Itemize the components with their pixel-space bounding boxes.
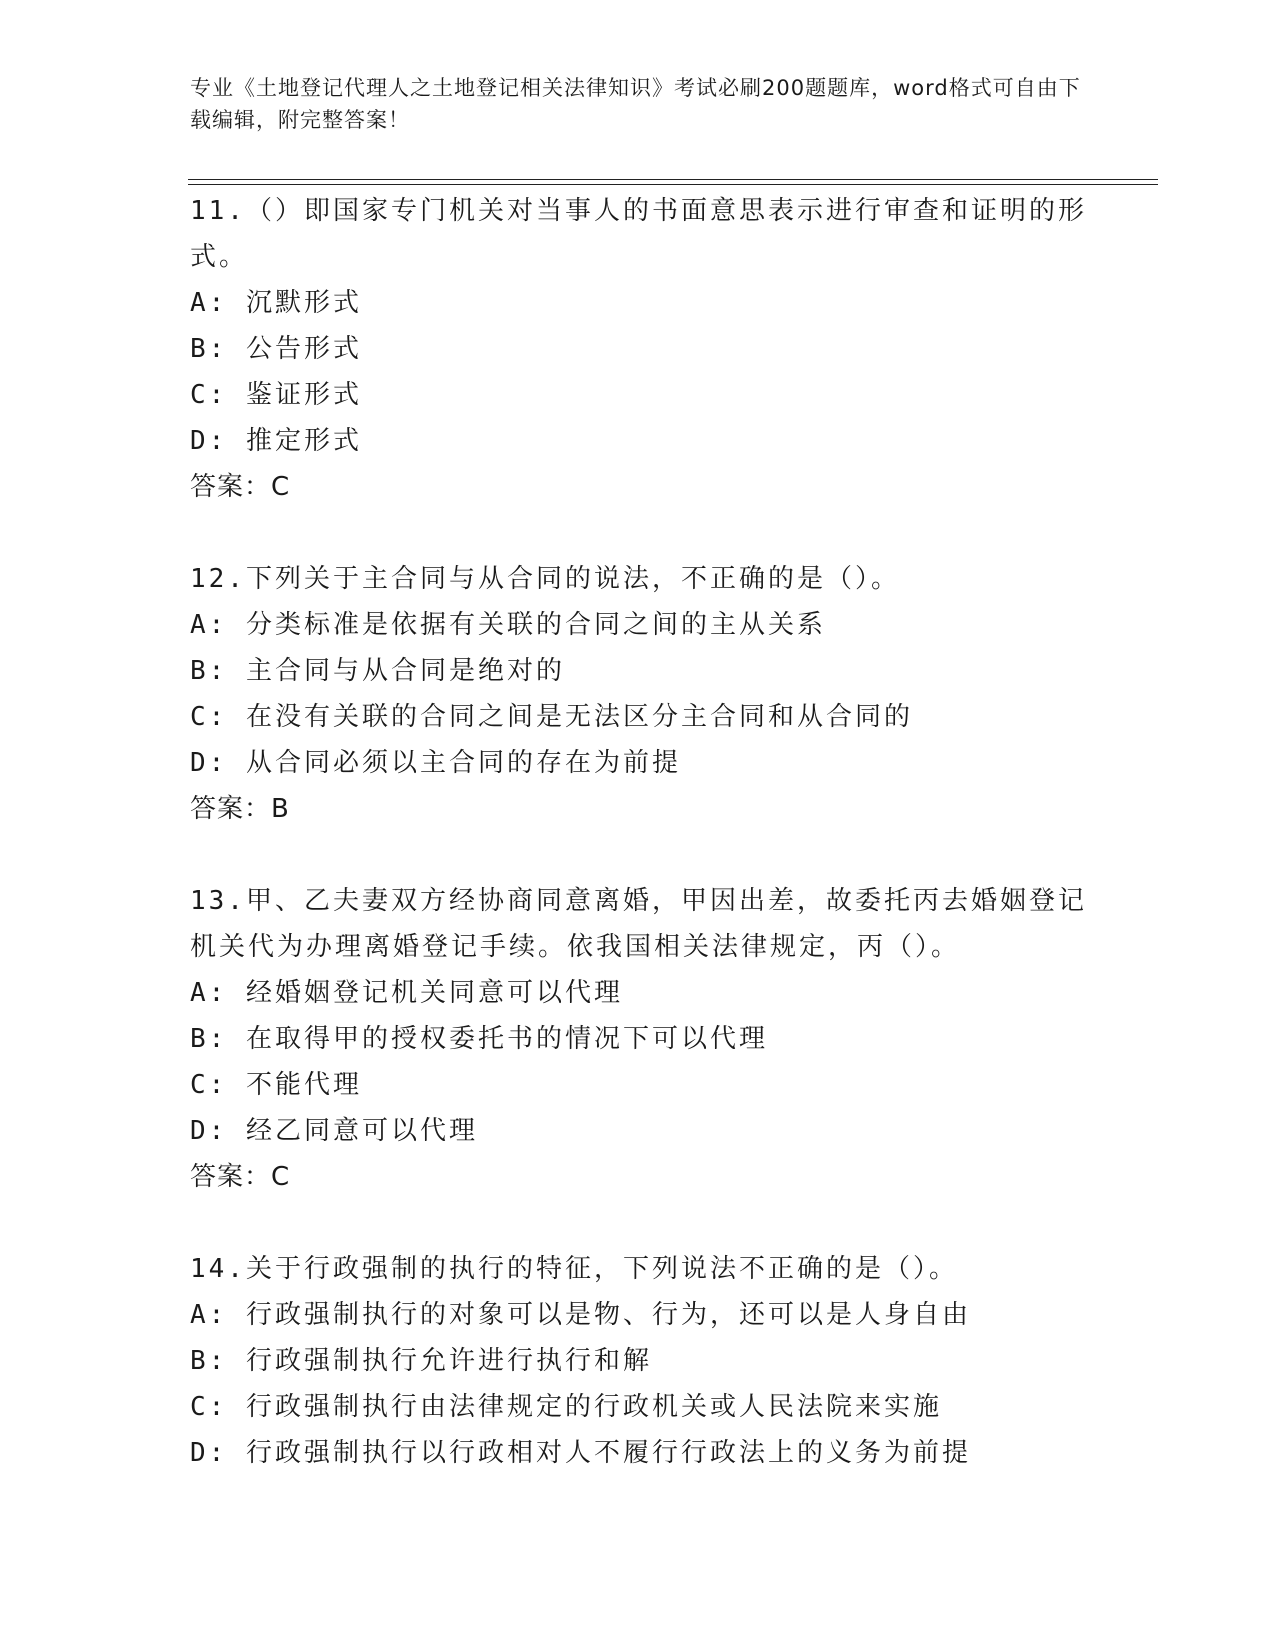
question-11 (190, 188, 1090, 510)
option-d: D: 经乙同意可以代理 (190, 1116, 478, 1146)
option-c: C: 不能代理 (190, 1070, 362, 1100)
question-12 (190, 556, 1090, 832)
option-b: B: 在取得甲的授权委托书的情况下可以代理 (190, 1024, 768, 1054)
option-d: D: 行政强制执行以行政相对人不履行行政法上的义务为前提 (190, 1438, 971, 1468)
option-c: C: 在没有关联的合同之间是无法区分主合同和从合同的 (190, 702, 913, 732)
question-stem: 13.甲、乙夫妻双方经协商同意离婚，甲因出差，故委托丙去婚姻登记机关代为办理离婚登记手续。依我国相关法律规定，丙（）。 (190, 886, 1087, 962)
option-a: A: 分类标准是依据有关联的合同之间的主从关系 (190, 610, 826, 640)
question-spacer (190, 510, 1090, 556)
answer: 答案：C (190, 1162, 291, 1192)
option-c: C: 行政强制执行由法律规定的行政机关或人民法院来实施 (190, 1392, 942, 1422)
header-divider-bottom (188, 184, 1158, 185)
answer: 答案：C (190, 472, 291, 502)
option-b: B: 公告形式 (190, 334, 362, 364)
question-spacer (190, 832, 1090, 878)
question-list (190, 188, 1090, 1476)
option-a: A: 经婚姻登记机关同意可以代理 (190, 978, 623, 1008)
option-c: C: 鉴证形式 (190, 380, 362, 410)
option-b: B: 行政强制执行允许进行执行和解 (190, 1346, 652, 1376)
question-stem: 14.关于行政强制的执行的特征，下列说法不正确的是（）。 (190, 1254, 958, 1284)
option-a: A: 沉默形式 (190, 288, 362, 318)
question-stem: 11.（）即国家专门机关对当事人的书面意思表示进行审查和证明的形式。 (190, 196, 1087, 272)
question-13 (190, 878, 1090, 1200)
option-d: D: 从合同必须以主合同的存在为前提 (190, 748, 681, 778)
question-stem: 12.下列关于主合同与从合同的说法，不正确的是（）。 (190, 564, 900, 594)
option-d: D: 推定形式 (190, 426, 362, 456)
question-spacer (190, 1200, 1090, 1246)
option-a: A: 行政强制执行的对象可以是物、行为，还可以是人身自由 (190, 1300, 971, 1330)
option-b: B: 主合同与从合同是绝对的 (190, 656, 565, 686)
question-14 (190, 1246, 1090, 1476)
header-divider-top (188, 179, 1158, 180)
document-header: 专业《土地登记代理人之土地登记相关法律知识》考试必刷200题题库，word格式可自由下载编辑，附完整答案！ (190, 76, 1081, 132)
answer: 答案：B (190, 794, 290, 824)
